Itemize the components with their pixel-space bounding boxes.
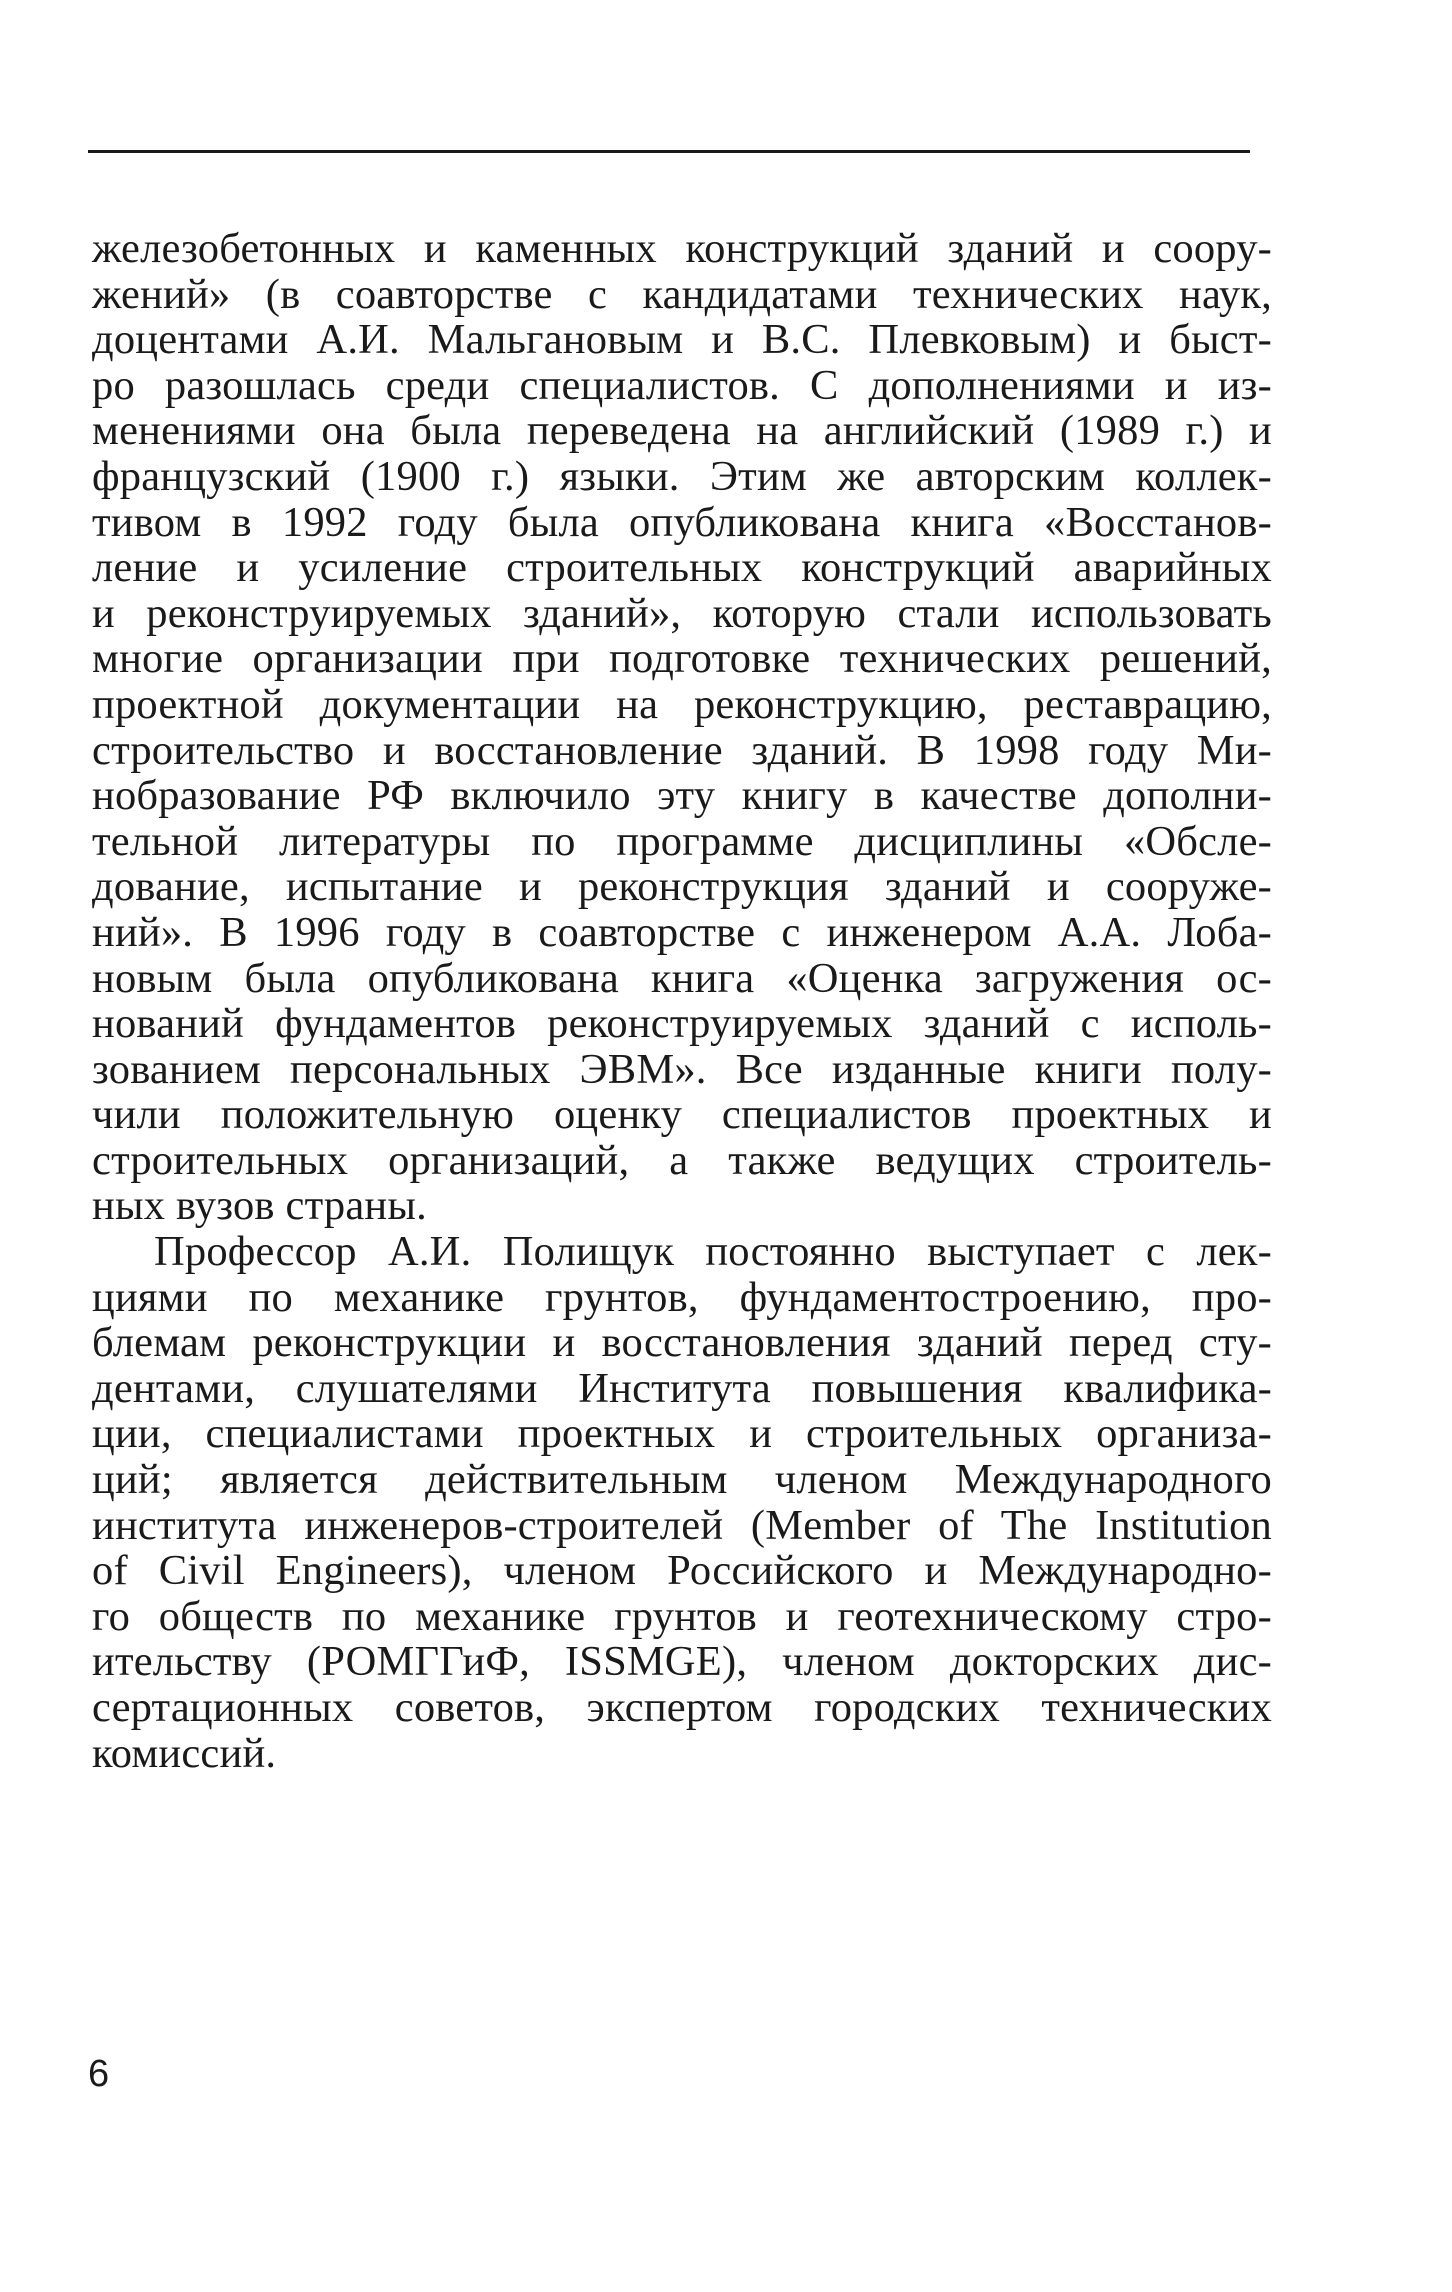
text-line: нований фундаментов реконструируемых зданий с исполь- [92, 1000, 1272, 1048]
body-text [92, 226, 1272, 1776]
text-line: доцентами А.И. Мальгановым и В.С. Плевковым) и быст- [92, 316, 1272, 364]
text-line: блемам реконструкции и восстановления зданий перед сту- [92, 1319, 1272, 1367]
text-line: комиссий. [92, 1729, 277, 1777]
text-line: ций; является действительным членом Международного [92, 1456, 1272, 1504]
header-rule [88, 150, 1250, 153]
text-line: ний». В 1996 году в соавторстве с инженером А.А. Лоба- [92, 908, 1272, 956]
text-line: зованием персональных ЭВМ». Все изданные книги полу- [92, 1045, 1272, 1093]
paragraph-1 [92, 226, 1272, 1229]
text-line: дование, испытание и реконструкция зданий и сооруже- [92, 863, 1272, 911]
text-line: ро разошлась среди специалистов. С дополнениями и из- [92, 361, 1272, 409]
text-line: Профессор А.И. Полищук постоянно выступает с лек- [154, 1228, 1272, 1276]
text-line: дентами, слушателями Института повышения квалифика- [92, 1364, 1272, 1412]
text-line: и реконструируемых зданий», которую стали использовать [92, 589, 1272, 637]
text-line: французский (1900 г.) языки. Этим же авторским коллек- [92, 452, 1272, 500]
text-line: чили положительную оценку специалистов проектных и [92, 1091, 1272, 1139]
text-line: тельной литературы по программе дисциплины «Обсле- [92, 817, 1272, 865]
text-line: ление и усиление строительных конструкций аварийных [92, 544, 1272, 592]
text-line: ции, специалистами проектных и строительных организа- [92, 1410, 1272, 1458]
text-line: сертационных советов, экспертом городских технических [92, 1684, 1272, 1731]
text-line: проектной документации на реконструкцию, реставрацию, [92, 680, 1272, 728]
paragraph-2 [92, 1229, 1272, 1776]
text-line: строительство и восстановление зданий. В 1998 году Ми- [92, 726, 1272, 774]
text-line: нобразование РФ включило эту книгу в качестве дополни- [92, 772, 1272, 820]
text-line: тивом в 1992 году была опубликована книга «Восстанов- [92, 498, 1272, 546]
page-number: 6 [88, 2053, 110, 2095]
text-line: жений» (в соавторстве с кандидатами технических наук, [92, 270, 1272, 318]
text-line: ительству (РОМГГиФ, ISSMGE), членом докторских дис- [92, 1638, 1272, 1686]
text-line: го обществ по механике грунтов и геотехническому стро- [92, 1592, 1272, 1640]
text-line: циями по механике грунтов, фундаментостроению, про- [92, 1273, 1272, 1321]
text-line: менениями она была переведена на английский (1989 г.) и [92, 407, 1272, 455]
text-line: новым была опубликована книга «Оценка загружения ос- [92, 954, 1272, 1002]
text-line: of Civil Engineers), членом Российского и Международно- [92, 1547, 1272, 1595]
text-line: строительных организаций, а также ведущих строитель- [92, 1136, 1272, 1184]
text-line: железобетонных и каменных конструкций зданий и соору- [92, 225, 1272, 272]
text-line: ных вузов страны. [92, 1182, 427, 1230]
text-line: многие организации при подготовке технических решений, [92, 635, 1272, 683]
text-line: института инженеров-строителей (Member of The Institution [92, 1501, 1272, 1549]
